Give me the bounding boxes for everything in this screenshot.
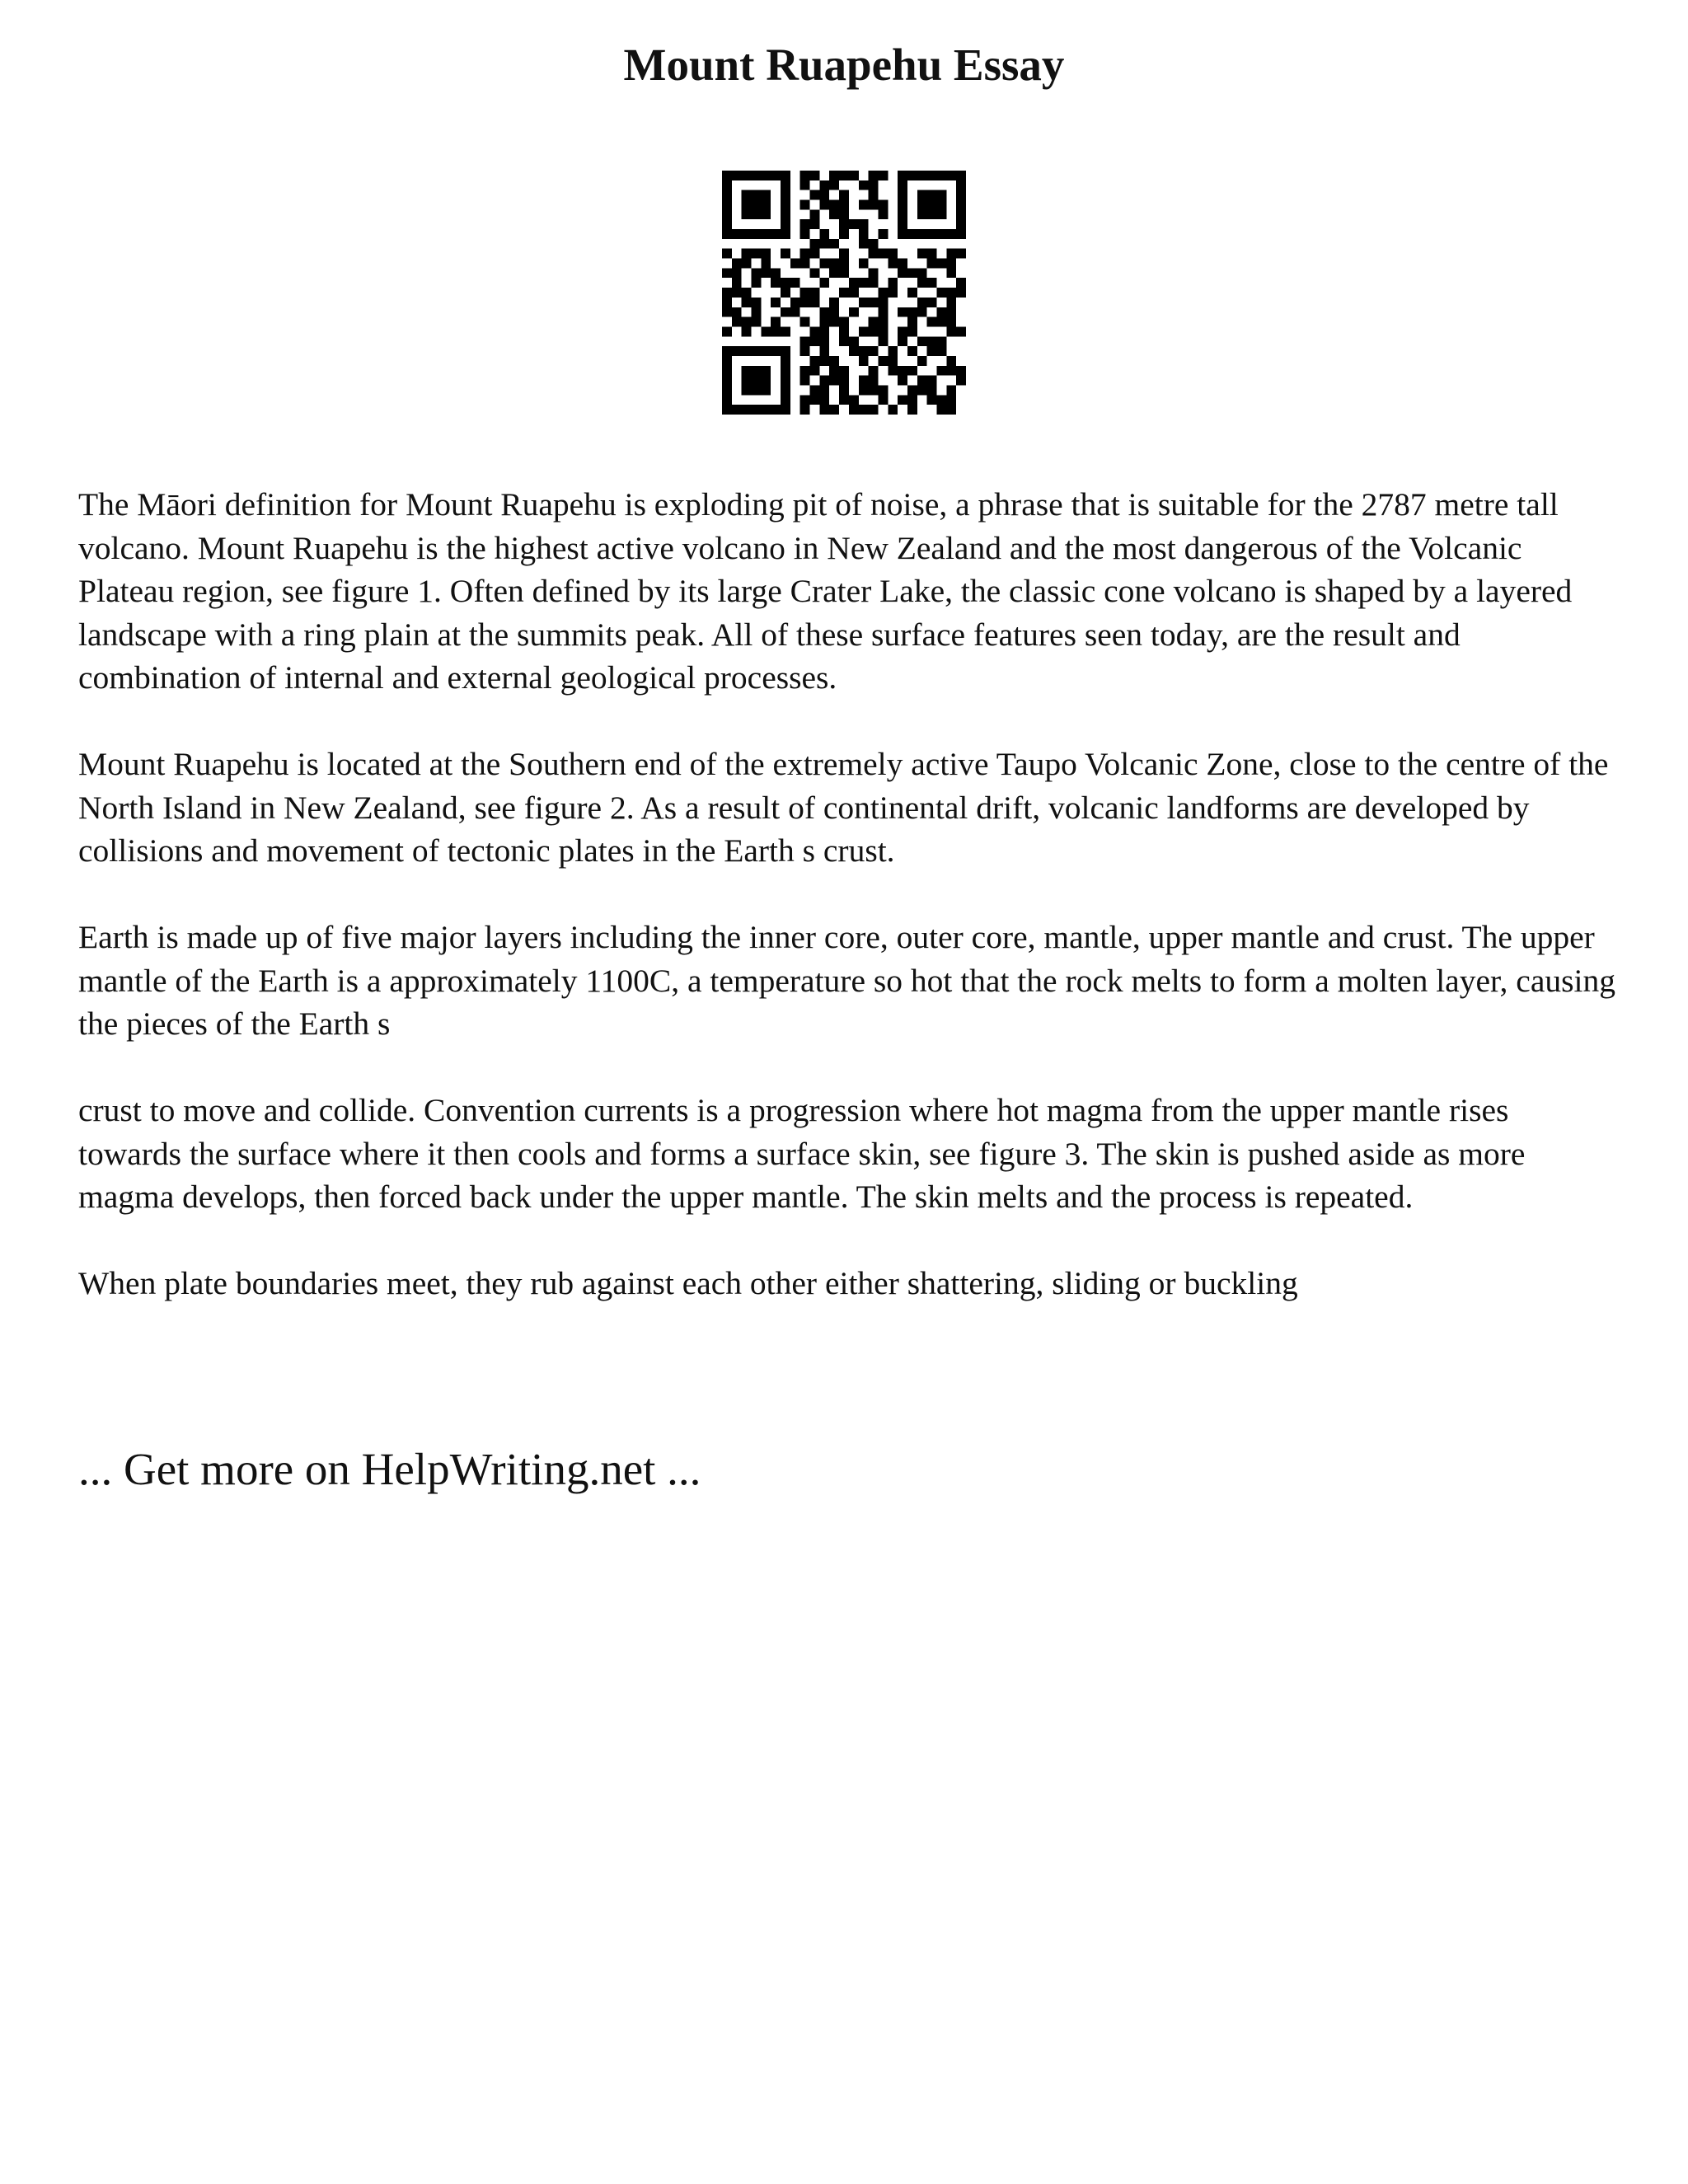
paragraph-5: When plate boundaries meet, they rub against each other either shattering, sliding or buckling	[78, 1265, 1298, 1301]
paragraph-3: Earth is made up of five major layers including the inner core, outer core, mantle, upper mantle and crust. The upper mantle of the Earth is a approximately 1100C, a temperature so hot that the rock melts to form a molten layer, causing the pieces of the Earth s	[78, 919, 1615, 1042]
essay-body	[78, 483, 1620, 1348]
paragraph-1: The Māori definition for Mount Ruapehu is exploding pit of noise, a phrase that is suitable for the 2787 metre tall volcano. Mount Ruapehu is the highest active volcano in New Zealand and the most dangerous of the Volcanic Plateau region, see figure 1. Often defined by its large Crater Lake, the classic cone volcano is shaped by a layered landscape with a ring plain at the summits peak. All of these surface features seen today, are the result and combination of internal and external geological processes.	[78, 486, 1573, 696]
page-title: Mount Ruapehu Essay	[623, 40, 1065, 90]
get-more-link[interactable]: ... Get more on HelpWriting.net ...	[78, 1444, 701, 1494]
paragraph-4: crust to move and collide. Convention currents is a progression where hot magma from the upper mantle rises towards the surface where it then cools and forms a surface skin, see figure 3. The skin is pushed aside as more magma develops, then forced back under the upper mantle. The skin melts and the process is repeated.	[78, 1092, 1526, 1215]
qr-code-image	[722, 171, 966, 415]
paragraph-2: Mount Ruapehu is located at the Southern end of the extremely active Taupo Volcanic Zone, close to the centre of the North Island in New Zealand, see figure 2. As a result of continental drift, volcanic landforms are developed by collisions and movement of tectonic plates in the Earth s crust.	[78, 746, 1609, 869]
